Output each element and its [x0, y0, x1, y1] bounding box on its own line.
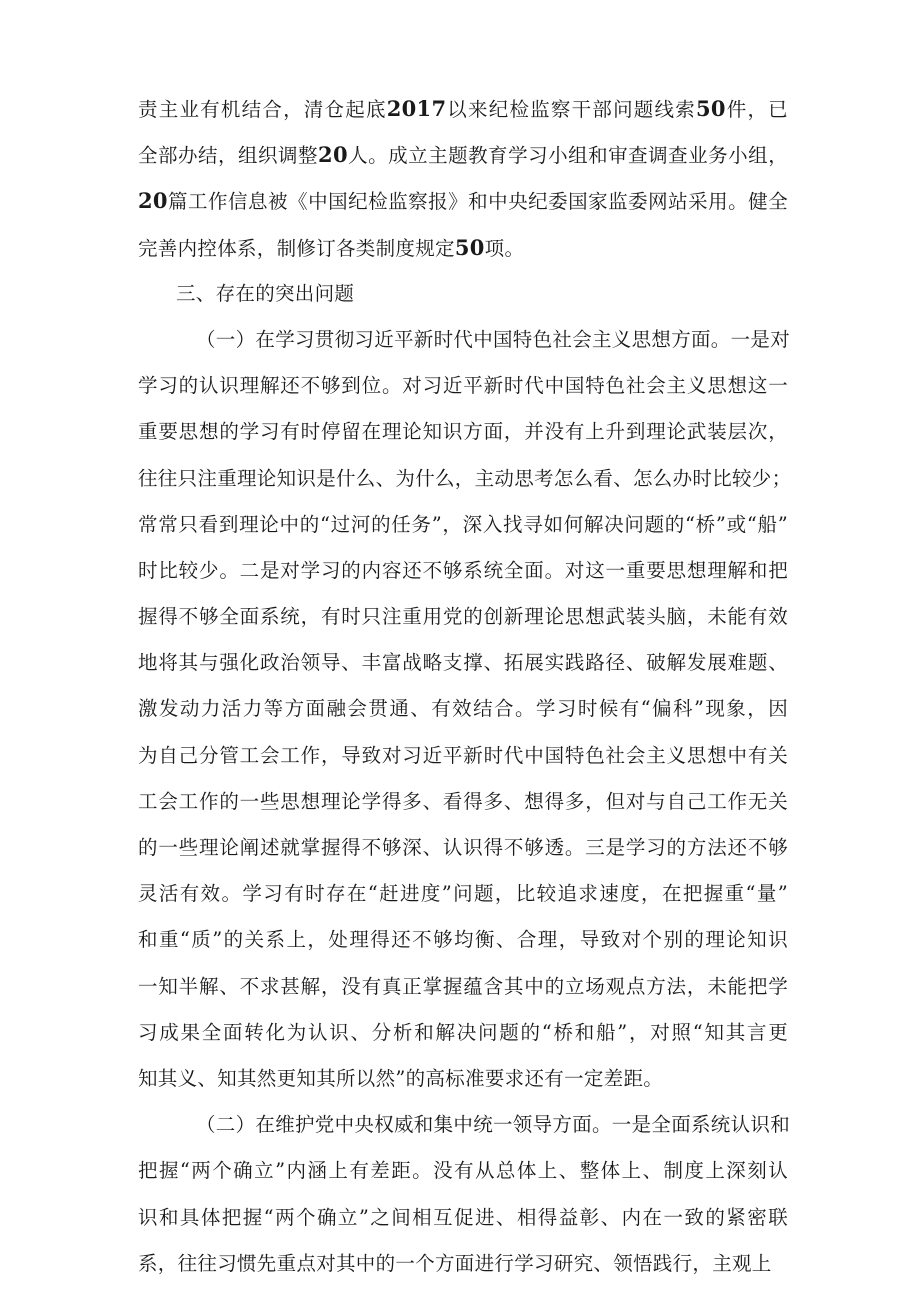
text-line — [138, 86, 788, 132]
text-line — [138, 502, 788, 548]
text-run: 人。成立主题教育学习小组和审查调查业务小组， — [347, 144, 788, 168]
text-run: 以来纪检监察干部问题线索 — [446, 98, 696, 121]
text-line — [138, 871, 788, 917]
text-line — [138, 409, 788, 455]
document-body — [138, 86, 792, 1287]
bold-number: 50 — [454, 234, 485, 260]
text-line — [138, 1241, 788, 1287]
text-run: 为自己分管工会工作，导致对习近平新时代中国特色社会主义思想中有关 — [138, 743, 788, 767]
text-run: 知其义、知其然更知其所以然”的高标准要求还有一定差距。 — [138, 1066, 664, 1090]
text-line — [138, 363, 788, 409]
bold-number: 2017 — [386, 96, 447, 121]
text-line — [138, 779, 788, 825]
text-run: 全部办结，组织调整 — [138, 144, 319, 168]
text-line — [138, 686, 788, 732]
text-run: （一）在学习贯彻习近平新时代中国特色社会主义思想方面。一是对 — [196, 327, 791, 351]
text-run: 习成果全面转化为认识、分析和解决问题的“桥和船”，对照“知其言更 — [138, 1020, 788, 1044]
text-line — [138, 640, 788, 686]
text-run: 和重“质”的关系上，处理得还不够均衡、合理，导致对个别的理论知识 — [138, 928, 788, 952]
text-line — [138, 178, 788, 224]
text-run: 重要思想的学习有时停留在理论知识方面，并没有上升到理论武装层次， — [138, 420, 788, 444]
text-run: 往往只注重理论知识是什么、为什么，主动思考怎么看、怎么办时比较少； — [138, 466, 792, 490]
text-line — [138, 548, 788, 594]
text-line — [138, 1102, 791, 1148]
bold-number: 50 — [695, 96, 726, 121]
text-line — [138, 733, 788, 779]
text-run: 时比较少。二是对学习的内容还不够系统全面。对这一重要思想理解和把 — [138, 558, 788, 582]
text-run: 学习的认识理解还不够到位。对习近平新时代中国特色社会主义思想这一 — [138, 374, 788, 398]
bold-number: 20 — [318, 142, 348, 168]
text-line — [138, 964, 788, 1010]
text-run: 完善内控体系，制修订各类制度规定 — [138, 236, 455, 260]
text-line — [138, 594, 788, 640]
text-run: 激发动力活力等方面融会贯通、有效结合。学习时候有“偏科”现象，因 — [138, 697, 788, 721]
text-line — [138, 825, 788, 871]
text-line — [138, 1010, 788, 1056]
text-run: 灵活有效。学习有时存在“赶进度”问题，比较追求速度，在把握重“量” — [138, 882, 788, 906]
text-run: 的一些理论阐述就掌握得不够深、认识得不够透。三是学习的方法还不够 — [138, 836, 788, 859]
paragraph — [138, 1102, 791, 1287]
text-run: 握得不够全面系统，有时只注重用党的创新理论思想武装头脑，未能有效 — [138, 605, 788, 629]
text-line — [138, 1195, 788, 1241]
text-line — [138, 317, 791, 363]
text-run: （二）在维护党中央权威和集中统一领导方面。一是全面系统认识和 — [196, 1113, 791, 1137]
section-heading: 三、存在的突出问题 — [176, 281, 355, 305]
text-run: 件，已 — [725, 98, 788, 121]
text-run: 识和具体把握“两个确立”之间相互促进、相得益彰、内在一致的紧密联 — [138, 1205, 788, 1229]
text-run: 项。 — [484, 236, 525, 260]
paragraph — [138, 317, 792, 1102]
text-run: 系，往往习惯先重点对其中的一个方面进行学习研究、领悟践行，主观上 — [138, 1251, 772, 1275]
text-line — [138, 1148, 788, 1194]
text-line — [138, 456, 792, 502]
text-run: 一知半解、不求甚解，没有真正掌握蕴含其中的立场观点方法，未能把学 — [138, 974, 788, 998]
text-line — [138, 225, 788, 271]
text-run: 常常只看到理论中的“过河的任务”，深入找寻如何解决问题的“桥”或“船” — [138, 512, 788, 536]
text-run: 篇工作信息被《中国纪检监察报》和中央纪委国家监委网站采用。健全 — [167, 190, 788, 214]
text-line — [138, 132, 788, 178]
paragraph — [138, 86, 788, 271]
text-run: 工会工作的一些思想理论学得多、看得多、想得多，但对与自己工作无关 — [138, 789, 788, 813]
text-run: 地将其与强化政治领导、丰富战略支撑、拓展实践路径、破解发展难题、 — [138, 651, 788, 675]
text-line — [138, 1056, 788, 1102]
text-line — [138, 917, 788, 963]
text-run: 责主业有机结合，清仓起底 — [138, 98, 387, 121]
bold-number: 20 — [138, 188, 168, 214]
text-run: 把握“两个确立”内涵上有差距。没有从总体上、整体上、制度上深刻认 — [138, 1159, 788, 1183]
